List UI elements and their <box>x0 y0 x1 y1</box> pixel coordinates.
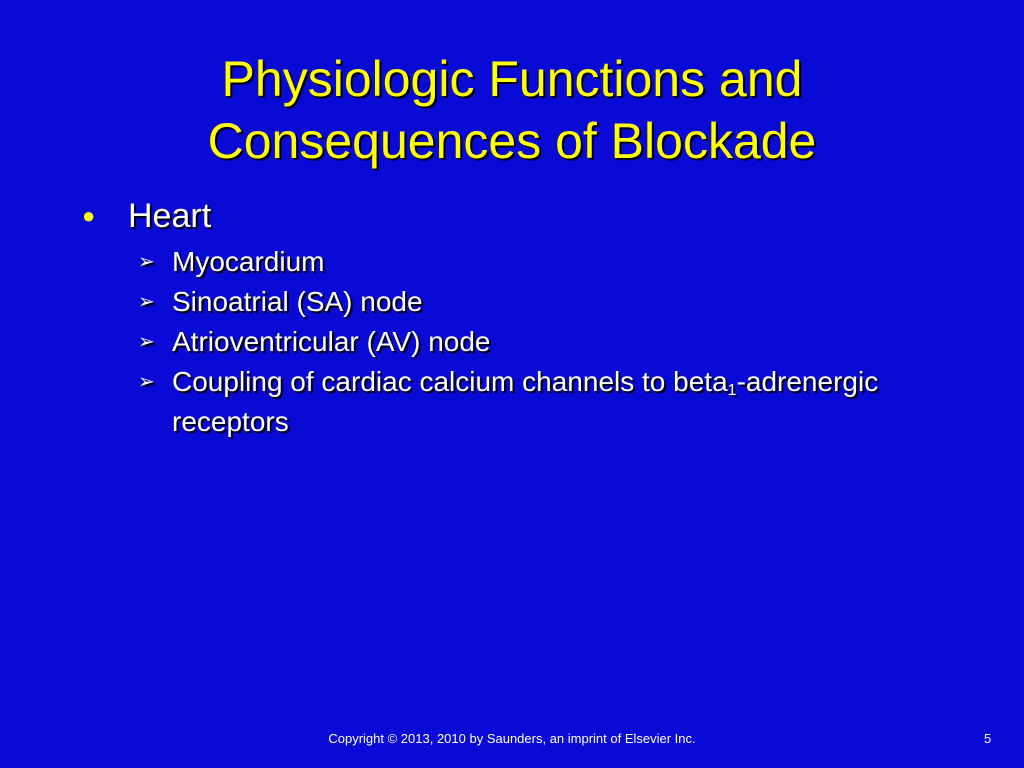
sub-bullet-text: Sinoatrial (SA) node <box>172 286 423 317</box>
bullet-item-heart <box>82 194 942 238</box>
bullet-label: Heart <box>128 197 212 235</box>
sub-bullet-text: Myocardium <box>172 246 325 277</box>
text-after-subscript: -adrenergic receptors <box>172 366 879 437</box>
page-number: 5 <box>984 731 992 746</box>
sub-bullet-text <box>172 362 892 442</box>
circle-bullet-icon: ● <box>82 203 96 228</box>
bullet-list <box>82 194 942 442</box>
slide-title <box>60 48 964 172</box>
sub-bullet-list <box>138 242 942 442</box>
sub-bullet-item <box>138 282 942 322</box>
text-before-subscript: Coupling of cardiac calcium channels to beta <box>172 366 728 397</box>
arrow-bullet-icon: ➢ <box>138 331 155 353</box>
title-line-2: Consequences of Blockade <box>207 113 817 169</box>
sub-bullet-item <box>138 242 942 282</box>
arrow-bullet-icon: ➢ <box>138 251 155 273</box>
sub-bullet-item <box>138 322 942 362</box>
copyright-footer: Copyright © 2013, 2010 by Saunders, an imprint of Elsevier Inc. <box>328 731 696 746</box>
sub-bullet-item <box>138 362 942 442</box>
arrow-bullet-icon: ➢ <box>138 371 155 393</box>
arrow-bullet-icon: ➢ <box>138 291 155 313</box>
sub-bullet-text: Atrioventricular (AV) node <box>172 326 491 357</box>
subscript: 1 <box>727 382 737 399</box>
title-line-1: Physiologic Functions and <box>221 51 803 107</box>
